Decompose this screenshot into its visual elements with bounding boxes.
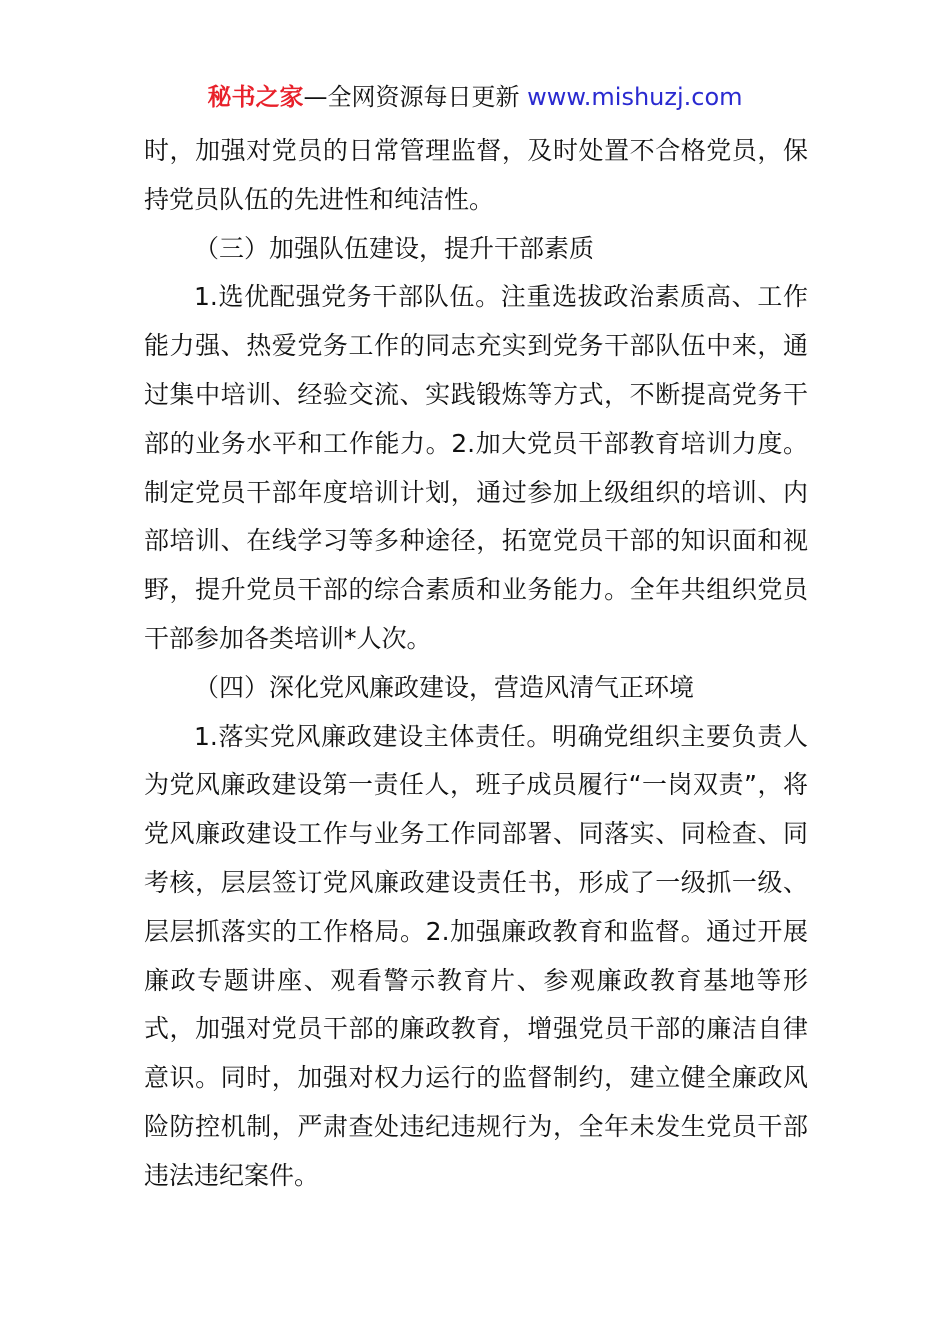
- page-header: [0, 80, 950, 114]
- document-body: [144, 127, 808, 1201]
- paragraph-section-3: 1.选优配强党务干部队伍。注重选拔政治素质高、工作能力强、热爱党务工作的同志充实到党务干部队伍中来，通过集中培训、经验交流、实践锻炼等方式，不断提高党务干部的业务水平和工作能力。2.加大党员干部教育培训力度。制定党员干部年度培训计划，通过参加上级组织的培训、内部培训、在线学习等多种途径，拓宽党员干部的知识面和视野，提升党员干部的综合素质和业务能力。全年共组织党员干部参加各类培训*人次。: [144, 282, 808, 653]
- section-heading-4: （四）深化党风廉政建设，营造风清气正环境: [194, 672, 695, 702]
- paragraph-continuation: 时，加强对党员的日常管理监督，及时处置不合格党员，保持党员队伍的先进性和纯洁性。: [144, 136, 808, 214]
- site-brand: 秘书之家: [207, 83, 304, 111]
- paragraph-section-4: 1.落实党风廉政建设主体责任。明确党组织主要负责人为党风廉政建设第一责任人，班子成员履行“一岗双责”，将党风廉政建设工作与业务工作同部署、同落实、同检查、同考核，层层签订党风廉政建设责任书，形成了一级抓一级、层层抓落实的工作格局。2.加强廉政教育和监督。通过开展廉政专题讲座、观看警示教育片、参观廉政教育基地等形式，加强对党员干部的廉政教育，增强党员干部的廉洁自律意识。同时，加强对权力运行的监督制约，建立健全廉政风险防控机制，严肃查处违纪违规行为，全年未发生党员干部违法违纪案件。: [144, 721, 808, 1190]
- section-heading-3: （三）加强队伍建设，提升干部素质: [194, 233, 595, 263]
- site-url-link[interactable]: www.mishuzj.com: [527, 83, 743, 111]
- site-slogan: —全网资源每日更新: [303, 83, 528, 111]
